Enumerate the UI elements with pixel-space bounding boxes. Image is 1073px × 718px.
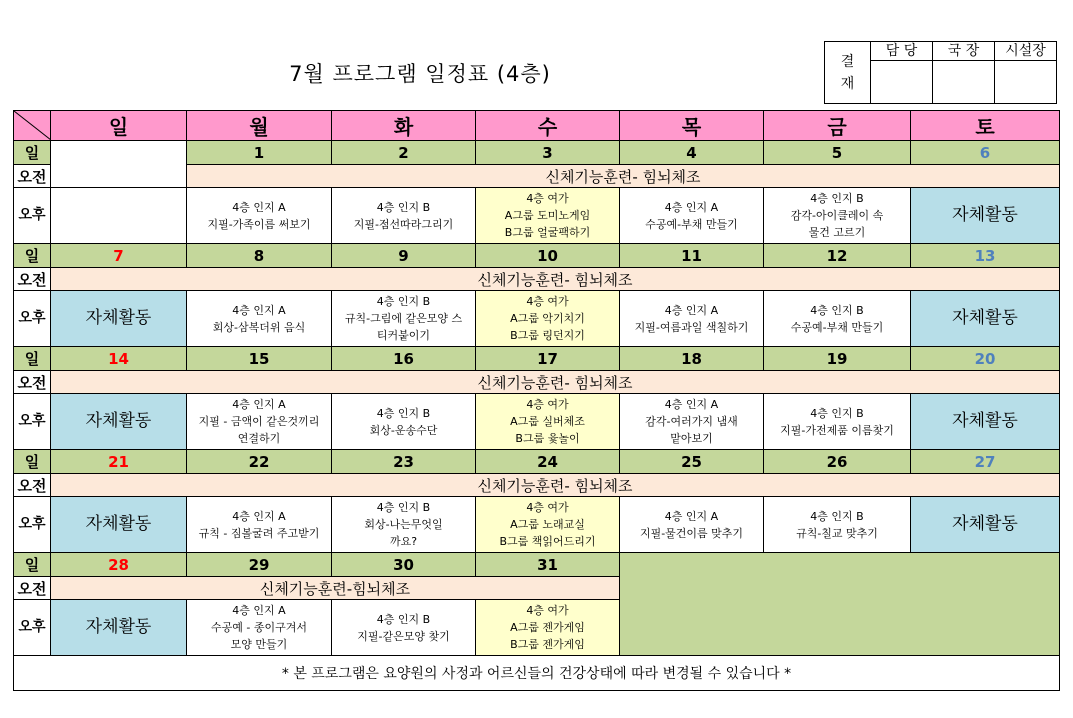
weekday-4: 목 bbox=[620, 111, 764, 141]
program-line: 지필-물건이름 맞추기 bbox=[639, 526, 744, 540]
program-line: 4층 인지 B bbox=[376, 612, 431, 626]
approval-label: 결 재 bbox=[825, 42, 871, 104]
pm-row bbox=[14, 291, 1060, 347]
date-cell: 12 bbox=[764, 244, 911, 268]
approval-header-head: 시설장 bbox=[995, 42, 1057, 61]
signature-cell[interactable] bbox=[995, 61, 1057, 104]
program-line: 지필-같은모양 찾기 bbox=[357, 629, 450, 643]
date-cell: 29 bbox=[187, 553, 332, 577]
pm-row bbox=[14, 394, 1060, 450]
program-line: 4층 여가 bbox=[526, 295, 569, 308]
program-cell bbox=[764, 394, 911, 450]
program-line: 4층 여가 bbox=[526, 398, 569, 411]
program-cell bbox=[476, 497, 620, 553]
program-line: 지필-점선따라그리기 bbox=[353, 217, 454, 231]
program-cell bbox=[332, 188, 476, 244]
program-cell bbox=[332, 600, 476, 656]
date-cell: 21 bbox=[51, 450, 187, 474]
program-cell bbox=[187, 497, 332, 553]
program-line: A그룹 악기치기 bbox=[510, 312, 585, 325]
row-label-pm: 오후 bbox=[14, 600, 51, 656]
approval-box bbox=[824, 41, 1057, 104]
pm-row bbox=[14, 497, 1060, 553]
program-line: 수공예-부채 만들기 bbox=[790, 320, 884, 334]
row-label-date: 일 bbox=[14, 347, 51, 371]
program-line: 물건 고르기 bbox=[808, 226, 866, 239]
program-line: 4층 인지 B bbox=[810, 303, 864, 317]
schedule-table bbox=[13, 110, 1060, 691]
pm-row bbox=[14, 188, 1060, 244]
program-line: 4층 인지 A bbox=[232, 604, 286, 617]
program-line: 4층 인지 A bbox=[664, 303, 719, 317]
program-cell bbox=[332, 497, 476, 553]
program-cell bbox=[476, 188, 620, 244]
program-line: B그룹 젠가게임 bbox=[510, 638, 585, 651]
program-line: 감각-여러가지 냄새 bbox=[645, 415, 738, 428]
approval-header-director: 국 장 bbox=[933, 42, 995, 61]
row-label-pm: 오후 bbox=[14, 497, 51, 553]
program-line: 4층 인지 A bbox=[232, 509, 286, 523]
program-cell bbox=[476, 394, 620, 450]
program-cell bbox=[187, 394, 332, 450]
empty-cell bbox=[51, 188, 187, 244]
program-line: 티커붙이기 bbox=[376, 329, 431, 342]
approval-header-manager: 담 당 bbox=[871, 42, 933, 61]
row-label-am: 오전 bbox=[14, 577, 51, 600]
date-cell: 11 bbox=[620, 244, 764, 268]
footer-row bbox=[14, 656, 1060, 691]
am-program-cell: 신체기능훈련-힘뇌체조 bbox=[51, 577, 620, 600]
self-activity-cell: 자체활동 bbox=[911, 497, 1060, 553]
program-line: 수공예-부채 만들기 bbox=[645, 217, 738, 231]
row-label-pm: 오후 bbox=[14, 188, 51, 244]
program-line: 4층 인지 B bbox=[376, 501, 431, 514]
program-cell bbox=[764, 497, 911, 553]
program-line: 지필-가족이름 써보기 bbox=[207, 217, 311, 231]
row-label-date: 일 bbox=[14, 244, 51, 268]
program-line: 규칙-칠교 맞추기 bbox=[796, 526, 878, 540]
program-line: 까요? bbox=[389, 535, 418, 548]
row-label-am: 오전 bbox=[14, 268, 51, 291]
program-cell bbox=[764, 291, 911, 347]
program-line: 지필 - 금액이 같은것끼리 bbox=[198, 415, 320, 428]
program-line: A그룹 도미노게임 bbox=[504, 209, 591, 222]
program-cell bbox=[187, 291, 332, 347]
program-line: 4층 인지 B bbox=[810, 406, 864, 420]
date-cell: 24 bbox=[476, 450, 620, 474]
row-label-date: 일 bbox=[14, 553, 51, 577]
program-line: 회상-나는무엇일 bbox=[364, 518, 443, 531]
self-activity-cell: 자체활동 bbox=[911, 188, 1060, 244]
program-line: 감각-아이클레이 속 bbox=[790, 209, 884, 222]
program-line: B그룹 윷놀이 bbox=[515, 432, 580, 445]
diagonal-line bbox=[14, 111, 51, 140]
date-cell: 1 bbox=[187, 141, 332, 165]
footer-note: * 본 프로그램은 요양원의 사정과 어르신들의 건강상태에 따라 변경될 수 있습니다 * bbox=[14, 656, 1060, 691]
program-line: 규칙 - 짐볼굴려 주고받기 bbox=[198, 526, 320, 540]
am-program-cell: 신체기능훈련- 힘뇌체조 bbox=[51, 371, 1060, 394]
date-cell: 10 bbox=[476, 244, 620, 268]
program-line: 4층 인지 A bbox=[232, 200, 286, 214]
program-line: 4층 인지 A bbox=[664, 200, 719, 214]
program-line: 4층 인지 A bbox=[232, 303, 286, 317]
date-row bbox=[14, 450, 1060, 474]
date-cell: 3 bbox=[476, 141, 620, 165]
program-line: 회상-삼복더위 음식 bbox=[212, 320, 306, 334]
row-label-am: 오전 bbox=[14, 371, 51, 394]
program-cell bbox=[476, 600, 620, 656]
date-cell: 19 bbox=[764, 347, 911, 371]
row-label-am: 오전 bbox=[14, 165, 51, 188]
date-cell: 5 bbox=[764, 141, 911, 165]
program-line: 4층 여가 bbox=[526, 501, 569, 514]
am-row bbox=[14, 268, 1060, 291]
program-line: 4층 인지 B bbox=[376, 406, 431, 420]
row-label-pm: 오후 bbox=[14, 291, 51, 347]
program-line: 4층 인지 A bbox=[664, 398, 719, 411]
date-cell: 2 bbox=[332, 141, 476, 165]
program-line: B그룹 얼굴팩하기 bbox=[504, 226, 591, 239]
program-cell bbox=[332, 291, 476, 347]
program-cell bbox=[764, 188, 911, 244]
date-row bbox=[14, 553, 1060, 577]
program-line: B그룹 링던지기 bbox=[510, 329, 585, 342]
date-cell: 6 bbox=[911, 141, 1060, 165]
row-label-pm: 오후 bbox=[14, 394, 51, 450]
date-cell: 13 bbox=[911, 244, 1060, 268]
row-label-am: 오전 bbox=[14, 474, 51, 497]
program-line: 규칙-그림에 같은모양 스 bbox=[344, 312, 463, 325]
program-line: 연결하기 bbox=[237, 432, 281, 445]
self-activity-cell: 자체활동 bbox=[911, 291, 1060, 347]
program-line: 4층 인지 B bbox=[376, 200, 431, 214]
program-line: A그룹 젠가게임 bbox=[510, 621, 585, 634]
weekday-5: 금 bbox=[764, 111, 911, 141]
am-row bbox=[14, 474, 1060, 497]
program-cell bbox=[620, 291, 764, 347]
self-activity-cell: 자체활동 bbox=[911, 394, 1060, 450]
program-cell bbox=[620, 497, 764, 553]
program-cell bbox=[332, 394, 476, 450]
program-line: 지필-가전제품 이름찾기 bbox=[780, 423, 894, 437]
blank-cell bbox=[51, 141, 187, 188]
program-line: 4층 여가 bbox=[526, 192, 569, 205]
date-cell: 25 bbox=[620, 450, 764, 474]
date-row bbox=[14, 141, 1060, 165]
program-line: 수공예 - 종이구겨서 bbox=[211, 621, 307, 634]
weekday-0: 일 bbox=[51, 111, 187, 141]
date-cell: 27 bbox=[911, 450, 1060, 474]
program-cell bbox=[187, 600, 332, 656]
program-cell bbox=[187, 188, 332, 244]
program-line: 맡아보기 bbox=[670, 432, 713, 445]
date-cell: 16 bbox=[332, 347, 476, 371]
weekday-6: 토 bbox=[911, 111, 1060, 141]
program-line: 4층 인지 B bbox=[810, 509, 864, 523]
program-line: 지필-여름과일 색칠하기 bbox=[634, 320, 749, 334]
date-cell: 9 bbox=[332, 244, 476, 268]
weekday-2: 화 bbox=[332, 111, 476, 141]
program-line: A그룹 실버체조 bbox=[510, 415, 585, 428]
date-cell: 23 bbox=[332, 450, 476, 474]
date-row bbox=[14, 244, 1060, 268]
weekday-1: 월 bbox=[187, 111, 332, 141]
empty-cell bbox=[620, 553, 1060, 656]
signature-cell[interactable] bbox=[933, 61, 995, 104]
program-line: B그룹 책읽어드리기 bbox=[499, 535, 596, 548]
signature-cell[interactable] bbox=[871, 61, 933, 104]
am-row bbox=[14, 371, 1060, 394]
program-line: 4층 여가 bbox=[526, 604, 569, 617]
date-cell: 15 bbox=[187, 347, 332, 371]
program-line: 4층 인지 A bbox=[664, 509, 719, 523]
page-title: 7월 프로그램 일정표 (4층) bbox=[289, 62, 551, 86]
date-cell: 17 bbox=[476, 347, 620, 371]
date-cell: 14 bbox=[51, 347, 187, 371]
date-row bbox=[14, 347, 1060, 371]
program-line: 모양 만들기 bbox=[230, 638, 288, 651]
self-activity-cell: 자체활동 bbox=[51, 600, 187, 656]
program-cell bbox=[476, 291, 620, 347]
am-program-cell: 신체기능훈련- 힘뇌체조 bbox=[51, 474, 1060, 497]
date-cell: 31 bbox=[476, 553, 620, 577]
date-cell: 28 bbox=[51, 553, 187, 577]
self-activity-cell: 자체활동 bbox=[51, 394, 187, 450]
weekday-3: 수 bbox=[476, 111, 620, 141]
date-cell: 18 bbox=[620, 347, 764, 371]
date-cell: 4 bbox=[620, 141, 764, 165]
row-label-date: 일 bbox=[14, 450, 51, 474]
program-line: 4층 인지 B bbox=[810, 192, 864, 205]
corner-cell bbox=[14, 111, 51, 141]
program-cell bbox=[620, 188, 764, 244]
date-cell: 22 bbox=[187, 450, 332, 474]
program-line: 회상-운송수단 bbox=[369, 423, 438, 437]
date-cell: 26 bbox=[764, 450, 911, 474]
program-line: 4층 인지 B bbox=[376, 295, 431, 308]
am-program-cell: 신체기능훈련- 힘뇌체조 bbox=[51, 268, 1060, 291]
weekday-header-row bbox=[14, 111, 1060, 141]
date-cell: 8 bbox=[187, 244, 332, 268]
self-activity-cell: 자체활동 bbox=[51, 291, 187, 347]
program-cell bbox=[620, 394, 764, 450]
program-line: 4층 인지 A bbox=[232, 398, 286, 411]
row-label-date: 일 bbox=[14, 141, 51, 165]
date-cell: 7 bbox=[51, 244, 187, 268]
program-line: A그룹 노래교실 bbox=[510, 518, 585, 531]
am-program-cell: 신체기능훈련- 힘뇌체조 bbox=[187, 165, 1060, 188]
date-cell: 20 bbox=[911, 347, 1060, 371]
self-activity-cell: 자체활동 bbox=[51, 497, 187, 553]
date-cell: 30 bbox=[332, 553, 476, 577]
